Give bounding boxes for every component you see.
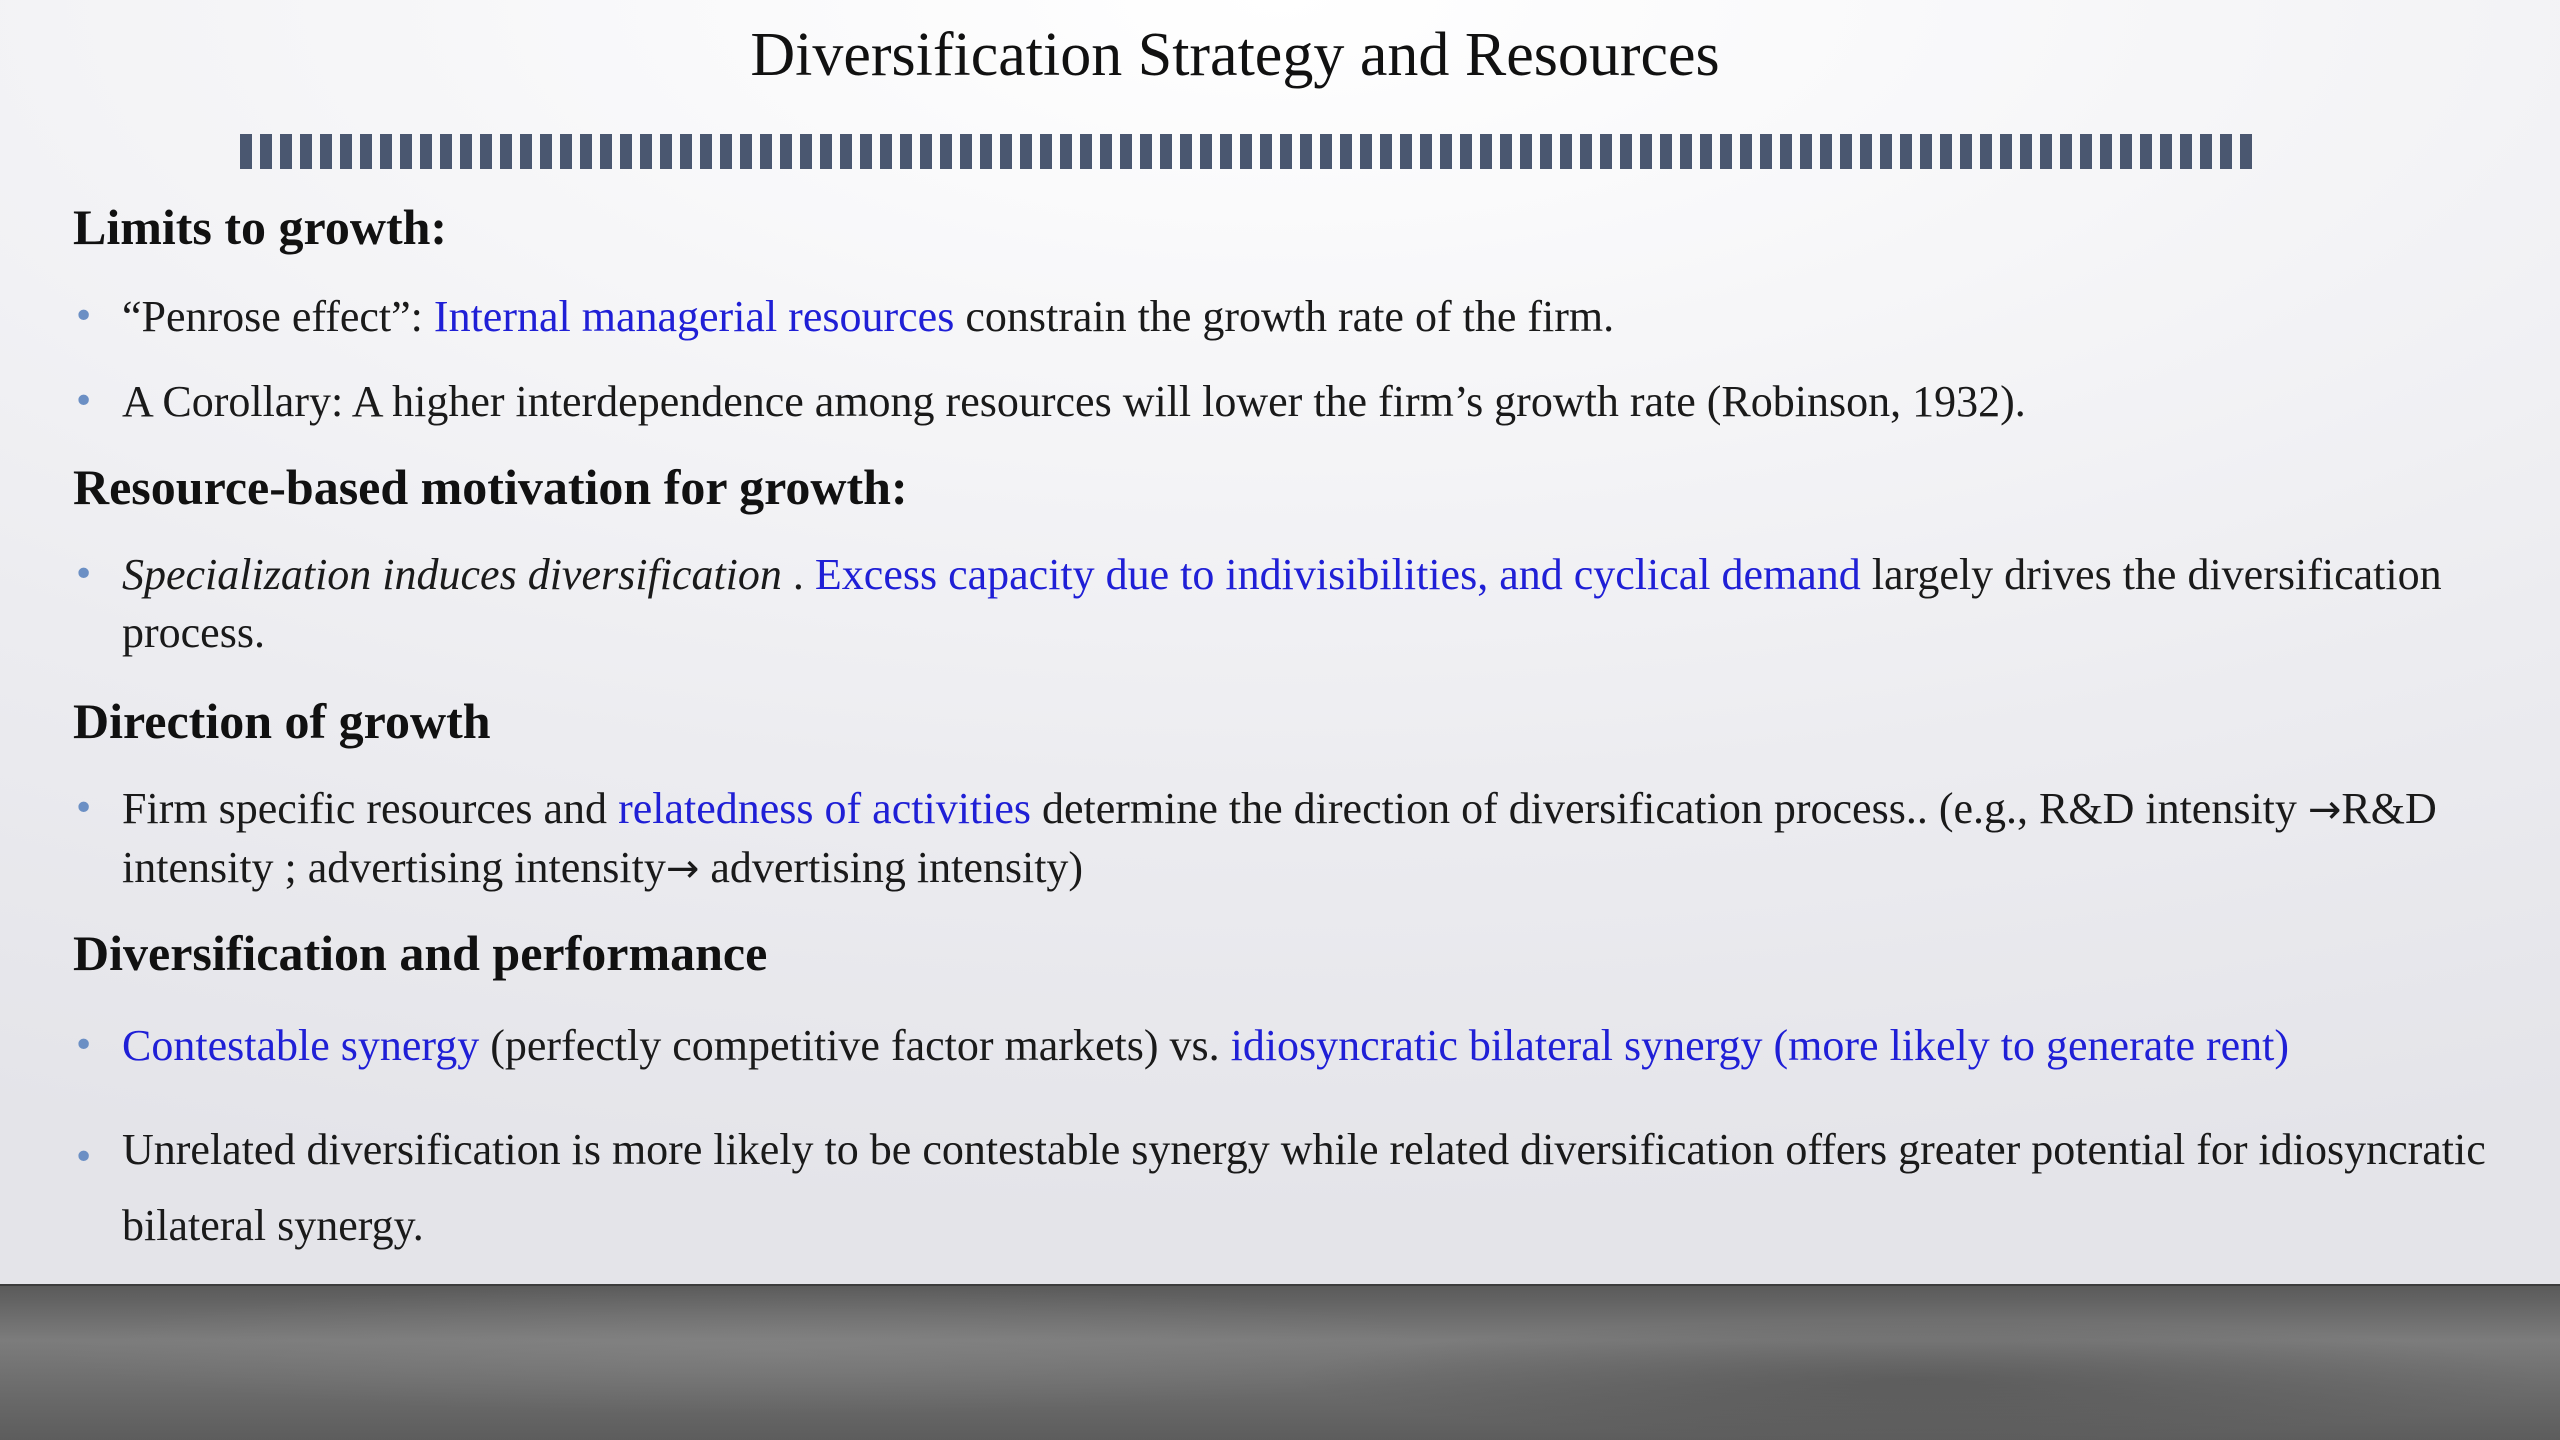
- bullet-corollary: [73, 373, 2513, 431]
- bullet-unrelated-diversification: [73, 1112, 2513, 1264]
- bullet-dot-icon: •: [73, 788, 95, 829]
- bullet-text: [122, 288, 2513, 346]
- slide-title: Diversification Strategy and Resources: [750, 21, 1720, 89]
- bullet-text-part: .: [781, 550, 815, 599]
- background-floor: [0, 1284, 2560, 1440]
- bullet-text-part: R&D intensity ; advertising intensity: [122, 784, 2437, 892]
- bullet-dot-icon: •: [73, 381, 95, 422]
- arrow-right-icon: →: [2307, 787, 2342, 833]
- section-heading-diversification-and-performance: Diversification and performance: [73, 925, 768, 981]
- bullet-dot-icon: •: [73, 1137, 95, 1178]
- highlighted-phrase: Internal managerial resources: [433, 292, 955, 341]
- bullet-firm-specific-resources: [73, 780, 2513, 898]
- bullet-text-part: advertising intensity): [699, 843, 1084, 892]
- section-heading-limits-to-growth: Limits to growth:: [73, 199, 448, 255]
- highlighted-phrase: Excess capacity due to indivisibilities, and cyclical demand: [814, 550, 1861, 599]
- bullet-text: A Corollary: A higher interdependence among resources will lower the firm’s growth rate (Robinson, 1932).: [122, 377, 2026, 426]
- bullet-text-part: constrain the growth rate of the firm.: [954, 292, 1615, 341]
- section-heading-resource-based-motivation: Resource-based motivation for growth:: [73, 459, 908, 515]
- bullet-dot-icon: •: [73, 1025, 95, 1066]
- italic-phrase: Specialization induces diversification: [122, 550, 782, 599]
- section-heading-direction-of-growth: Direction of growth: [73, 693, 491, 749]
- bullet-text-part: Firm specific resources and: [122, 784, 619, 833]
- arrow-right-icon: →: [665, 846, 700, 892]
- bullet-text-part: “Penrose effect”:: [122, 292, 434, 341]
- bullet-text-part: determine the direction of diversification process.. (e.g., R&D intensity: [1031, 784, 2308, 833]
- bullet-text: Unrelated diversification is more likely to be contestable synergy while related diversification offers greater potential for idiosyncratic bilateral synergy.: [122, 1125, 2486, 1250]
- bullet-text: [122, 780, 2513, 898]
- bullet-specialization: [73, 546, 2513, 662]
- bullet-text: [122, 1017, 2553, 1075]
- title-divider: [240, 134, 2254, 169]
- bullet-dot-icon: •: [73, 554, 95, 595]
- highlighted-phrase: relatedness of activities: [618, 784, 1032, 833]
- bullet-text: [122, 546, 2513, 662]
- bullet-dot-icon: •: [73, 296, 95, 337]
- highlighted-phrase: idiosyncratic bilateral synergy (more likely to generate rent): [1230, 1021, 2290, 1070]
- bullet-penrose-effect: [73, 288, 2513, 346]
- bullet-text-part: (perfectly competitive factor markets) vs.: [479, 1021, 1231, 1070]
- highlighted-phrase: Contestable synergy: [122, 1021, 480, 1070]
- bullet-text-part: largely drives the diversification process.: [122, 550, 2442, 657]
- bullet-contestable-synergy: [73, 1017, 2553, 1075]
